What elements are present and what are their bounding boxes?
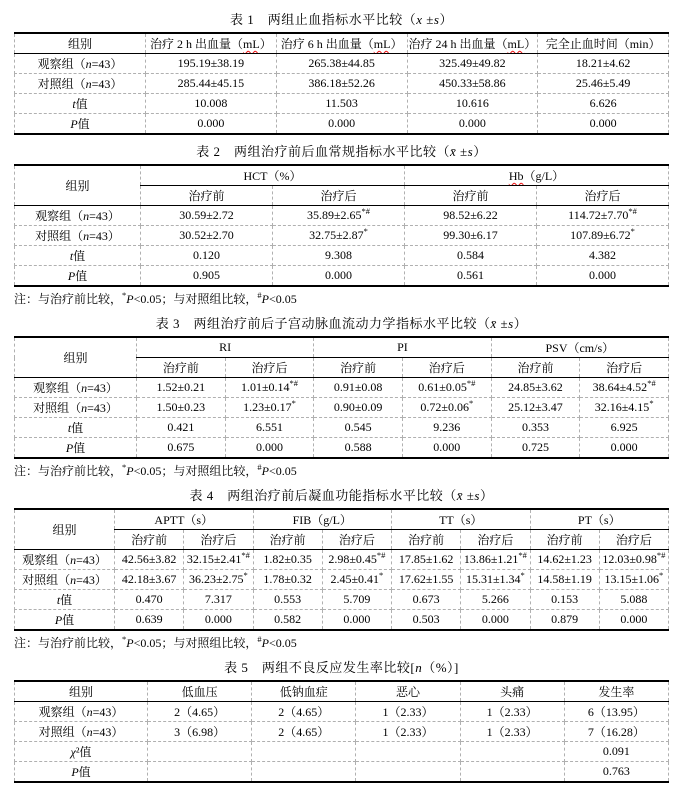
table-2-note: 注：与治疗前比较，*P<0.05；与对照组比较，#P<0.05 — [14, 290, 297, 306]
cell: 9.236 — [402, 418, 491, 438]
group-header: PSV（cm/s） — [491, 337, 668, 358]
cell: 0.763 — [564, 762, 668, 783]
sub-header: 治疗前 — [392, 530, 461, 550]
row-label: t值 — [15, 590, 115, 610]
table-row — [15, 570, 669, 590]
cell: 10.008 — [146, 94, 277, 114]
cell: 15.31±1.34* — [461, 570, 530, 590]
column-header: 组别 — [15, 165, 141, 206]
cell: 1.52±0.21 — [137, 378, 226, 398]
group-header: PI — [314, 337, 491, 358]
cell: 0.639 — [115, 610, 184, 631]
table-row — [15, 398, 669, 418]
cell: 114.72±7.70*# — [537, 206, 669, 226]
table-4-title: 表 4 两组治疗前后凝血功能指标水平比较（x̄ ±s） — [189, 488, 494, 503]
row-label: 观察组（n=43） — [15, 54, 146, 74]
cell: 0.000 — [580, 438, 669, 459]
table-3-section — [14, 313, 669, 479]
sub-header: 治疗前 — [253, 530, 322, 550]
column-header: 组别 — [15, 337, 137, 378]
column-header: 治疗 2 h 出血量（mL） — [146, 33, 277, 54]
sub-header: 治疗前 — [141, 186, 273, 206]
table-5-section — [14, 657, 669, 783]
cell: 10.616 — [407, 94, 538, 114]
cell: 2（4.65） — [252, 702, 356, 722]
table-1-title: 表 1 两组止血指标水平比较（x ±s） — [229, 12, 453, 27]
cell — [148, 762, 252, 783]
table-row — [15, 266, 669, 287]
cell: 3（6.98） — [148, 722, 252, 742]
cell: 0.561 — [405, 266, 537, 287]
sub-header: 治疗后 — [402, 358, 491, 378]
cell: 5.266 — [461, 590, 530, 610]
row-label: t值 — [15, 418, 137, 438]
cell — [148, 742, 252, 762]
spellcheck-squiggle: mL — [373, 37, 391, 51]
column-header: 低钠血症 — [252, 681, 356, 702]
cell: 2（4.65） — [252, 722, 356, 742]
sub-header: 治疗后 — [184, 530, 253, 550]
cell: 0.000 — [184, 610, 253, 631]
row-label: 对照组（n=43） — [15, 74, 146, 94]
cell — [252, 762, 356, 783]
cell: 17.62±1.55 — [392, 570, 461, 590]
cell: 0.725 — [491, 438, 580, 459]
row-label: 对照组（n=43） — [15, 570, 115, 590]
row-label: 观察组（n=43） — [15, 378, 137, 398]
cell: 5.088 — [599, 590, 668, 610]
sub-header: 治疗前 — [137, 358, 226, 378]
cell: 1（2.33） — [460, 702, 564, 722]
table-row — [15, 94, 669, 114]
cell: 0.675 — [137, 438, 226, 459]
table-2-section — [14, 141, 669, 307]
sub-header: 治疗前 — [491, 358, 580, 378]
cell: 17.85±1.62 — [392, 550, 461, 570]
cell: 0.584 — [405, 246, 537, 266]
group-header: FIB（g/L） — [253, 509, 392, 530]
cell — [356, 762, 460, 783]
cell: 5.709 — [322, 590, 391, 610]
cell: 14.62±1.23 — [530, 550, 599, 570]
row-label: P值 — [15, 266, 141, 287]
sub-header: 治疗前 — [115, 530, 184, 550]
group-header: RI — [137, 337, 314, 358]
group-header: HCT（%） — [141, 165, 405, 186]
cell: 42.18±3.67 — [115, 570, 184, 590]
cell: 0.61±0.05*# — [402, 378, 491, 398]
cell — [356, 742, 460, 762]
cell: 7.317 — [184, 590, 253, 610]
row-label: χ²值 — [15, 742, 148, 762]
cell: 0.000 — [273, 266, 405, 287]
cell: 25.12±3.47 — [491, 398, 580, 418]
cell: 0.000 — [538, 114, 669, 135]
cell: 0.091 — [564, 742, 668, 762]
data-table — [14, 32, 669, 135]
cell: 0.588 — [314, 438, 403, 459]
table-3-grid — [14, 336, 669, 459]
table-row — [15, 206, 669, 226]
cell: 32.16±4.15* — [580, 398, 669, 418]
cell: 285.44±45.15 — [146, 74, 277, 94]
spellcheck-squiggle: Hb — [508, 169, 524, 183]
table-5-grid — [14, 680, 669, 783]
sub-header: 治疗前 — [405, 186, 537, 206]
cell: 0.153 — [530, 590, 599, 610]
table-row — [15, 74, 669, 94]
cell: 38.64±4.52*# — [580, 378, 669, 398]
cell: 42.56±3.82 — [115, 550, 184, 570]
data-table — [14, 508, 669, 631]
row-label: P值 — [15, 610, 115, 631]
cell: 36.23±2.75* — [184, 570, 253, 590]
table-row — [15, 610, 669, 631]
spellcheck-squiggle: mL — [243, 37, 260, 51]
cell — [460, 762, 564, 783]
column-header: 发生率 — [564, 681, 668, 702]
cell: 0.000 — [146, 114, 277, 135]
cell: 386.18±52.26 — [276, 74, 407, 94]
table-3-title: 表 3 两组治疗前后子宫动脉血流动力学指标水平比较（x̄ ±s） — [155, 316, 528, 331]
cell: 1.50±0.23 — [137, 398, 226, 418]
table-row — [15, 418, 669, 438]
cell: 6.925 — [580, 418, 669, 438]
table-row — [15, 550, 669, 570]
cell: 24.85±3.62 — [491, 378, 580, 398]
cell: 13.86±1.21*# — [461, 550, 530, 570]
cell: 195.19±38.19 — [146, 54, 277, 74]
cell: 0.90±0.09 — [314, 398, 403, 418]
cell: 0.000 — [461, 610, 530, 631]
column-header: 恶心 — [356, 681, 460, 702]
cell: 0.91±0.08 — [314, 378, 403, 398]
column-header: 组别 — [15, 681, 148, 702]
cell: 1.82±0.35 — [253, 550, 322, 570]
cell: 0.000 — [276, 114, 407, 135]
table-2-title: 表 2 两组治疗前后血常规指标水平比较（x̄ ±s） — [196, 144, 487, 159]
row-label: 观察组（n=43） — [15, 550, 115, 570]
sub-header: 治疗后 — [322, 530, 391, 550]
data-table — [14, 336, 669, 459]
cell: 0.545 — [314, 418, 403, 438]
row-label: P值 — [15, 114, 146, 135]
cell: 325.49±49.82 — [407, 54, 538, 74]
cell: 0.503 — [392, 610, 461, 631]
group-header: APTT（s） — [115, 509, 254, 530]
table-2-grid — [14, 164, 669, 287]
cell: 265.38±44.85 — [276, 54, 407, 74]
cell: 450.33±58.86 — [407, 74, 538, 94]
cell: 13.15±1.06* — [599, 570, 668, 590]
column-header: 低血压 — [148, 681, 252, 702]
row-label: t值 — [15, 94, 146, 114]
cell: 30.59±2.72 — [141, 206, 273, 226]
row-label: P值 — [15, 762, 148, 783]
cell: 30.52±2.70 — [141, 226, 273, 246]
sub-header: 治疗后 — [225, 358, 314, 378]
cell: 0.000 — [537, 266, 669, 287]
cell: 98.52±6.22 — [405, 206, 537, 226]
table-1-grid — [14, 32, 669, 135]
cell: 25.46±5.49 — [538, 74, 669, 94]
cell: 18.21±4.62 — [538, 54, 669, 74]
cell: 0.879 — [530, 610, 599, 631]
row-label: P值 — [15, 438, 137, 459]
cell: 2.98±0.45*# — [322, 550, 391, 570]
sub-header: 治疗前 — [314, 358, 403, 378]
cell: 32.15±2.41*# — [184, 550, 253, 570]
table-4-grid — [14, 508, 669, 631]
cell: 35.89±2.65*# — [273, 206, 405, 226]
cell: 1.23±0.17* — [225, 398, 314, 418]
cell: 0.673 — [392, 590, 461, 610]
table-row — [15, 54, 669, 74]
cell: 1.78±0.32 — [253, 570, 322, 590]
cell: 0.000 — [402, 438, 491, 459]
table-row — [15, 702, 669, 722]
cell: 2（4.65） — [148, 702, 252, 722]
table-row — [15, 246, 669, 266]
table-row — [15, 226, 669, 246]
cell: 12.03±0.98*# — [599, 550, 668, 570]
cell: 32.75±2.87* — [273, 226, 405, 246]
row-label: 观察组（n=43） — [15, 206, 141, 226]
cell: 6（13.95） — [564, 702, 668, 722]
cell: 0.000 — [407, 114, 538, 135]
group-header: TT（s） — [392, 509, 531, 530]
cell: 6.551 — [225, 418, 314, 438]
row-label: t值 — [15, 246, 141, 266]
column-header: 组别 — [15, 33, 146, 54]
sub-header: 治疗后 — [599, 530, 668, 550]
cell: 6.626 — [538, 94, 669, 114]
table-row — [15, 114, 669, 135]
cell: 0.72±0.06* — [402, 398, 491, 418]
cell: 1（2.33） — [460, 722, 564, 742]
cell — [252, 742, 356, 762]
cell: 0.000 — [322, 610, 391, 631]
row-label: 对照组（n=43） — [15, 226, 141, 246]
cell: 107.89±6.72* — [537, 226, 669, 246]
cell: 0.120 — [141, 246, 273, 266]
table-row — [15, 590, 669, 610]
column-header: 完全止血时间（min） — [538, 33, 669, 54]
row-label: 对照组（n=43） — [15, 722, 148, 742]
table-row — [15, 378, 669, 398]
table-row — [15, 722, 669, 742]
cell: 0.905 — [141, 266, 273, 287]
column-header: 治疗 24 h 出血量（mL） — [407, 33, 538, 54]
cell — [460, 742, 564, 762]
group-header: PT（s） — [530, 509, 669, 530]
cell: 7（16.28） — [564, 722, 668, 742]
sub-header: 治疗后 — [273, 186, 405, 206]
sub-header: 治疗后 — [537, 186, 669, 206]
column-header: 组别 — [15, 509, 115, 550]
cell: 2.45±0.41* — [322, 570, 391, 590]
group-header: Hb（g/L） — [405, 165, 669, 186]
table-5-title: 表 5 两组不良反应发生率比较[n（%）] — [224, 660, 459, 675]
cell: 1.01±0.14*# — [225, 378, 314, 398]
sub-header: 治疗后 — [461, 530, 530, 550]
column-header: 治疗 6 h 出血量（mL） — [276, 33, 407, 54]
data-table — [14, 164, 669, 287]
cell: 9.308 — [273, 246, 405, 266]
table-4-note: 注：与治疗前比较，*P<0.05；与对照组比较，#P<0.05 — [14, 634, 297, 650]
cell: 14.58±1.19 — [530, 570, 599, 590]
row-label: 对照组（n=43） — [15, 398, 137, 418]
cell: 0.000 — [225, 438, 314, 459]
cell: 1（2.33） — [356, 702, 460, 722]
sub-header: 治疗前 — [530, 530, 599, 550]
table-row — [15, 762, 669, 783]
table-row — [15, 742, 669, 762]
data-table — [14, 680, 669, 783]
cell: 1（2.33） — [356, 722, 460, 742]
cell: 99.30±6.17 — [405, 226, 537, 246]
sub-header: 治疗后 — [580, 358, 669, 378]
table-4-section — [14, 485, 669, 651]
table-3-note: 注：与治疗前比较，*P<0.05；与对照组比较，#P<0.05 — [14, 462, 297, 478]
cell: 0.470 — [115, 590, 184, 610]
cell: 0.582 — [253, 610, 322, 631]
table-1-section — [14, 9, 669, 135]
table-row — [15, 438, 669, 459]
cell: 4.382 — [537, 246, 669, 266]
cell: 0.353 — [491, 418, 580, 438]
cell: 0.553 — [253, 590, 322, 610]
column-header: 头痛 — [460, 681, 564, 702]
cell: 0.000 — [599, 610, 668, 631]
cell: 0.421 — [137, 418, 226, 438]
cell: 11.503 — [276, 94, 407, 114]
spellcheck-squiggle: mL — [507, 37, 525, 51]
row-label: 观察组（n=43） — [15, 702, 148, 722]
